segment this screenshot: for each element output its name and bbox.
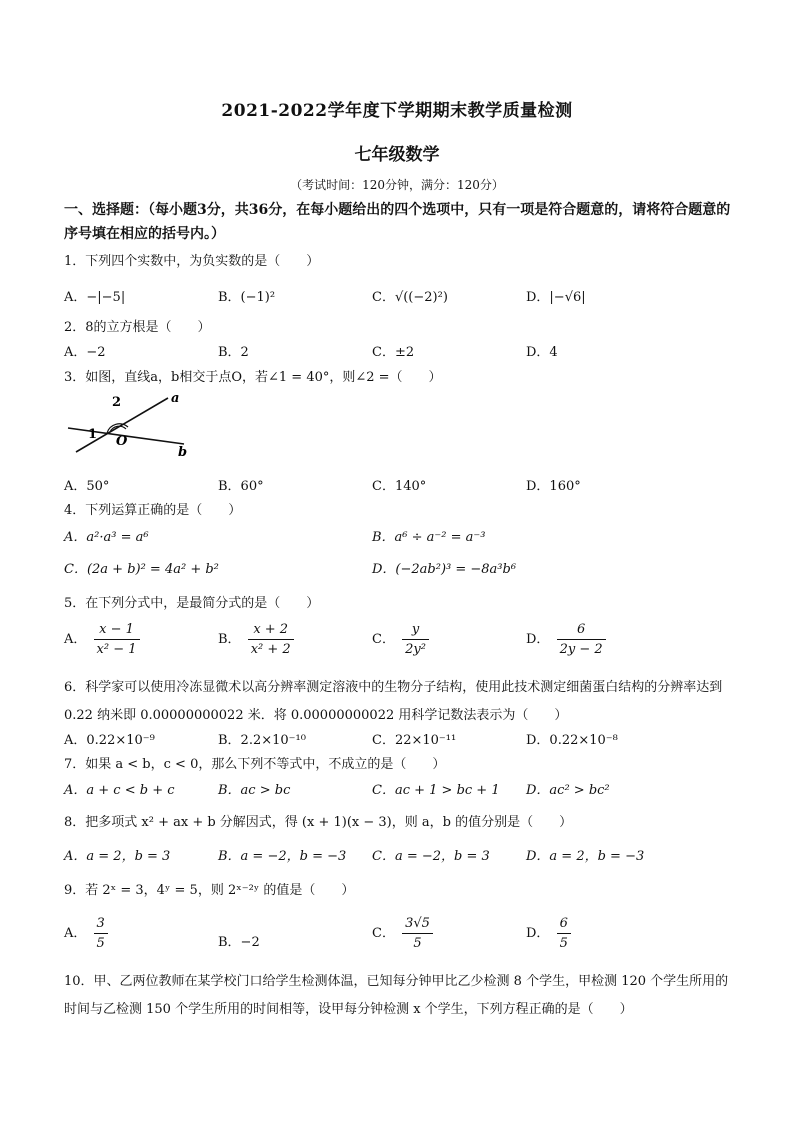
q8-option-c: C．a = −2，b = 3 — [372, 849, 490, 864]
fraction — [94, 622, 140, 657]
fraction — [402, 916, 433, 951]
q4-option-b: B．a⁶ ÷ a⁻² = a⁻³ — [372, 530, 486, 545]
option-prefix: D． — [526, 632, 550, 647]
option-prefix: C． — [372, 632, 395, 647]
q8-option-a: A．a = 2，b = 3 — [64, 849, 171, 864]
numerator: y — [402, 622, 429, 640]
q10-stem: 10．甲、乙两位教师在某学校门口给学生检测体温，已知每分钟甲比乙少检测 8 个学生，甲检测 120 个学生所用的时间与乙检测 150 个学生所用的时间相等，设甲每分钟检测 x 个学生，下列方程正确的是（ ） — [64, 974, 729, 1017]
q9-option-a — [64, 916, 111, 951]
option-prefix: C． — [372, 926, 395, 941]
q6-stem: 6．科学家可以使用冷冻显微术以高分辨率测定溶液中的生物分子结构，使用此技术测定细菌蛋白结构的分辨率达到 0.22 纳米即 0.00000000022 米．将 0.00000000022 用科学记数法表示为（ ） — [64, 680, 723, 723]
numerator: 6 — [557, 622, 606, 640]
option-prefix: A． — [64, 632, 87, 647]
q2-option-d: D．4 — [526, 345, 558, 360]
q5-option-b — [218, 622, 297, 657]
option-prefix: A． — [64, 926, 87, 941]
q7-option-a: A．a + c < b + c — [64, 783, 175, 798]
denominator: 2y − 2 — [559, 642, 603, 657]
denominator: 2y² — [405, 642, 426, 657]
point-o-label: O — [116, 434, 128, 449]
denominator: 5 — [413, 936, 422, 951]
exam-title: 2021-2022学年度下学期期末教学质量检测 — [221, 101, 573, 121]
fraction — [248, 622, 294, 657]
q2-option-a: A．−2 — [64, 345, 106, 360]
line-a-label: a — [171, 391, 180, 406]
denominator: 5 — [559, 936, 568, 951]
q9-stem: 9．若 2ˣ = 3，4ʸ = 5，则 2ˣ⁻²ʸ 的值是（ ） — [64, 883, 355, 898]
q3-stem: 3．如图，直线a，b相交于点O，若∠1 = 40°，则∠2 =（ ） — [64, 370, 442, 385]
q6-option-b: B．2.2×10⁻¹⁰ — [218, 733, 306, 748]
q7-option-c: C．ac + 1 > bc + 1 — [372, 783, 500, 798]
q4-option-c: C．(2a + b)² = 4a² + b² — [64, 562, 219, 577]
q3-option-b: B．60° — [218, 479, 264, 494]
q1-option-c: C．√((−2)²) — [372, 290, 448, 305]
q1-option-a: A．−|−5| — [64, 290, 126, 305]
q7-option-b: B．ac > bc — [218, 783, 291, 798]
q5-option-c — [372, 622, 432, 657]
q3-angle-figure — [64, 388, 194, 458]
q8-stem: 8．把多项式 x² + ax + b 分解因式，得 (x + 1)(x − 3)，则 a，b 的值分别是（ ） — [64, 815, 573, 830]
q9-option-d — [526, 916, 574, 951]
q1-stem: 1．下列四个实数中，为负实数的是（ ） — [64, 254, 320, 269]
q1-option-b: B．(−1)² — [218, 290, 276, 305]
q5-stem: 5．在下列分式中，是最简分式的是（ ） — [64, 596, 320, 611]
option-prefix: B． — [218, 632, 241, 647]
q3-option-c: C．140° — [372, 479, 427, 494]
q8-option-d: D．a = 2，b = −3 — [526, 849, 645, 864]
denominator: 5 — [96, 936, 105, 951]
exam-note: （考试时间：120分钟，满分：120分） — [290, 178, 504, 192]
fraction — [402, 622, 429, 657]
q1-option-d: D．|−√6| — [526, 290, 586, 305]
q3-option-a: A．50° — [64, 479, 110, 494]
angle-2-label: 2 — [112, 395, 122, 410]
q7-stem: 7．如果 a < b，c < 0，那么下列不等式中，不成立的是（ ） — [64, 757, 446, 772]
section-heading: 一、选择题：（每小题3分，共36分，在每小题给出的四个选项中，只有一项是符合题意的，请将符合题意的序号填在相应的括号内。） — [64, 202, 731, 242]
numerator: 3 — [94, 916, 108, 934]
q6-option-c: C．22×10⁻¹¹ — [372, 733, 457, 748]
q6-option-d: D．0.22×10⁻⁸ — [526, 733, 618, 748]
q4-option-a: A．a²·a³ = a⁶ — [64, 530, 149, 545]
q8-option-b: B．a = −2，b = −3 — [218, 849, 347, 864]
q6-option-a: A．0.22×10⁻⁹ — [64, 733, 155, 748]
q9-option-c — [372, 916, 436, 951]
q5-option-d — [526, 622, 609, 657]
numerator: 3√5 — [402, 916, 433, 934]
numerator: 6 — [557, 916, 571, 934]
q4-option-d: D．(−2ab²)³ = −8a³b⁶ — [372, 562, 517, 577]
numerator: x + 2 — [248, 622, 294, 640]
numerator: x − 1 — [94, 622, 140, 640]
denominator: x² − 1 — [96, 642, 137, 657]
q5-option-a — [64, 622, 143, 657]
q9-option-b: B．−2 — [218, 935, 260, 950]
denominator: x² + 2 — [250, 642, 291, 657]
fraction — [557, 916, 571, 951]
fraction — [557, 622, 606, 657]
q3-option-d: D．160° — [526, 479, 581, 494]
angle-1-label: 1 — [88, 427, 98, 442]
q2-option-c: C．±2 — [372, 345, 415, 360]
line-b-label: b — [178, 445, 188, 458]
q4-stem: 4．下列运算正确的是（ ） — [64, 503, 242, 518]
q2-option-b: B．2 — [218, 345, 249, 360]
q7-option-d: D．ac² > bc² — [526, 783, 610, 798]
exam-subtitle: 七年级数学 — [354, 145, 440, 165]
fraction — [94, 916, 108, 951]
q2-stem: 2．8的立方根是（ ） — [64, 320, 211, 335]
option-prefix: D． — [526, 926, 550, 941]
